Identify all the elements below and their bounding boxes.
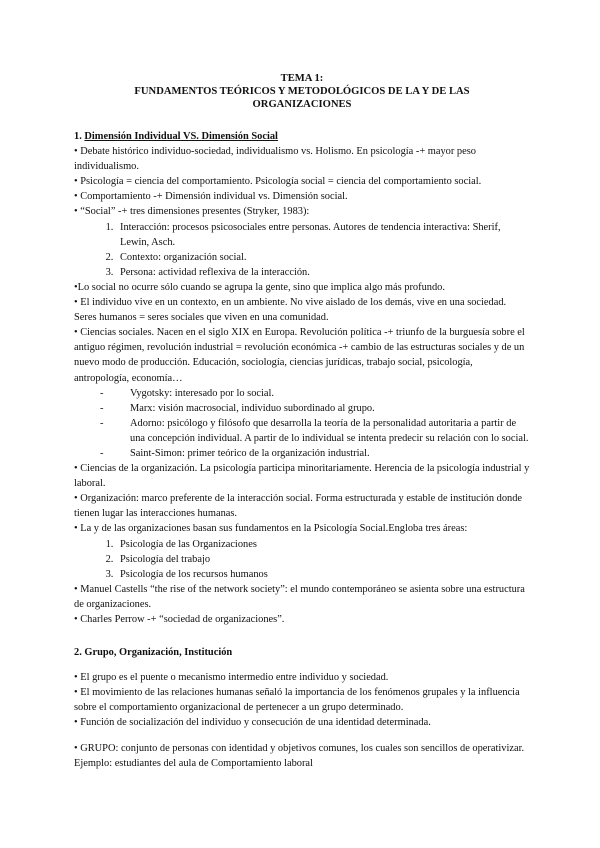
paragraph: • Debate histórico individuo-sociedad, individualismo vs. Holismo. En psicología -+ mayor peso individualismo. xyxy=(74,146,476,173)
section-1-title: Dimensión Individual VS. Dimensión Social xyxy=(84,131,278,142)
paragraph: • Organización: marco preferente de la interacción social. Forma estructurada y estable de institución donde tienen lugar las interacciones humanas. xyxy=(74,493,523,520)
list-item: 3. Psicología de los recursos humanos xyxy=(116,567,530,582)
list-item: - Saint-Simon: primer teórico de la organización industrial. xyxy=(116,446,530,461)
document-page xyxy=(74,72,530,771)
paragraph: • GRUPO: conjunto de personas con identidad y objetivos comunes, los cuales son sencillos de operativizar. Ejemplo: estudiantes del aula de Comportamiento laboral xyxy=(74,742,525,769)
list-item: - Vygotsky: interesado por lo social. xyxy=(116,386,530,401)
spacer xyxy=(74,731,530,741)
paragraph: • Función de socialización del individuo y consecución de una identidad determinada. xyxy=(74,717,431,729)
list-item: - Adorno: psicólogo y filósofo que desarrolla la teoría de la personalidad autoritaria a partir de una concepción individual. A partir de lo individual se intenta predecir su relación con lo social. xyxy=(116,416,530,446)
section-2-heading: 2. Grupo, Organización, Institución xyxy=(74,647,233,659)
paragraph: • Comportamiento -+ Dimensión individual vs. Dimensión social. xyxy=(74,191,348,203)
list-item: 1. Psicología de las Organizaciones xyxy=(116,537,530,552)
title-line-1: TEMA 1: xyxy=(280,73,324,84)
paragraph: • El movimiento de las relaciones humanas señaló la importancia de los fenómenos grupales y la influencia sobre el comportamiento organizacional de pertenecer a un grupo determinado. xyxy=(74,687,520,714)
paragraph: • Psicología = ciencia del comportamiento. Psicología social = ciencia del comportamiento social. xyxy=(74,176,482,188)
list-item: 3. Persona: actividad reflexiva de la interacción. xyxy=(116,265,530,280)
section-1-heading xyxy=(74,129,530,144)
title-line-3: ORGANIZACIONES xyxy=(252,99,352,110)
document-title xyxy=(74,72,530,111)
paragraph: • Ciencias sociales. Nacen en el siglo XIX en Europa. Revolución política -+ triunfo de la burguesía sobre el antiguo régimen, revolución industrial = revolución económica -+ cambio de las estructuras sociales y de un nuevo modo de producción. Educación, sociología, ciencias jurídicas, trabajo social, psicología, antropología, economía… xyxy=(74,327,525,384)
paragraph: •Lo social no ocurre sólo cuando se agrupa la gente, sino que implica algo más profundo. xyxy=(74,281,445,293)
list-item: 2. Psicología del trabajo xyxy=(116,552,530,567)
paragraph: • “Social” -+ tres dimensiones presentes (Stryker, 1983): xyxy=(74,206,310,218)
paragraph: • Charles Perrow -+ “sociedad de organizaciones”. xyxy=(74,614,285,625)
list-item: 2. Contexto: organización social. xyxy=(116,250,530,265)
paragraph: • La y de las organizaciones basan sus fundamentos en la Psicología Social.Engloba tres áreas: xyxy=(74,523,468,535)
dash-list xyxy=(74,386,530,461)
paragraph: • El individuo vive en un contexto, en un ambiente. No vive aislado de los demás, vive en una sociedad. Seres humanos = seres sociales que viven en una comunidad. xyxy=(74,297,507,324)
title-line-2: FUNDAMENTOS TEÓRICOS Y METODOLÓGICOS DE LA Y DE LAS xyxy=(134,86,470,97)
numbered-list xyxy=(74,537,530,582)
paragraph: • Manuel Castells “the rise of the network society”: el mundo contemporáneo se asienta sobre una estructura de organizaciones. xyxy=(74,583,525,610)
numbered-list xyxy=(74,220,530,280)
list-item: - Marx: visión macrosocial, individuo subordinado al grupo. xyxy=(116,401,530,416)
list-item: 1. Interacción: procesos psicosociales entre personas. Autores de tendencia interactiva: Sherif, Lewin, Asch. xyxy=(116,220,530,250)
paragraph: • El grupo es el puente o mecanismo intermedio entre individuo y sociedad. xyxy=(74,672,389,684)
section-1-number: 1. xyxy=(74,131,82,142)
paragraph: • Ciencias de la organización. La psicología participa minoritariamente. Herencia de la psicología industrial y laboral. xyxy=(74,463,530,490)
